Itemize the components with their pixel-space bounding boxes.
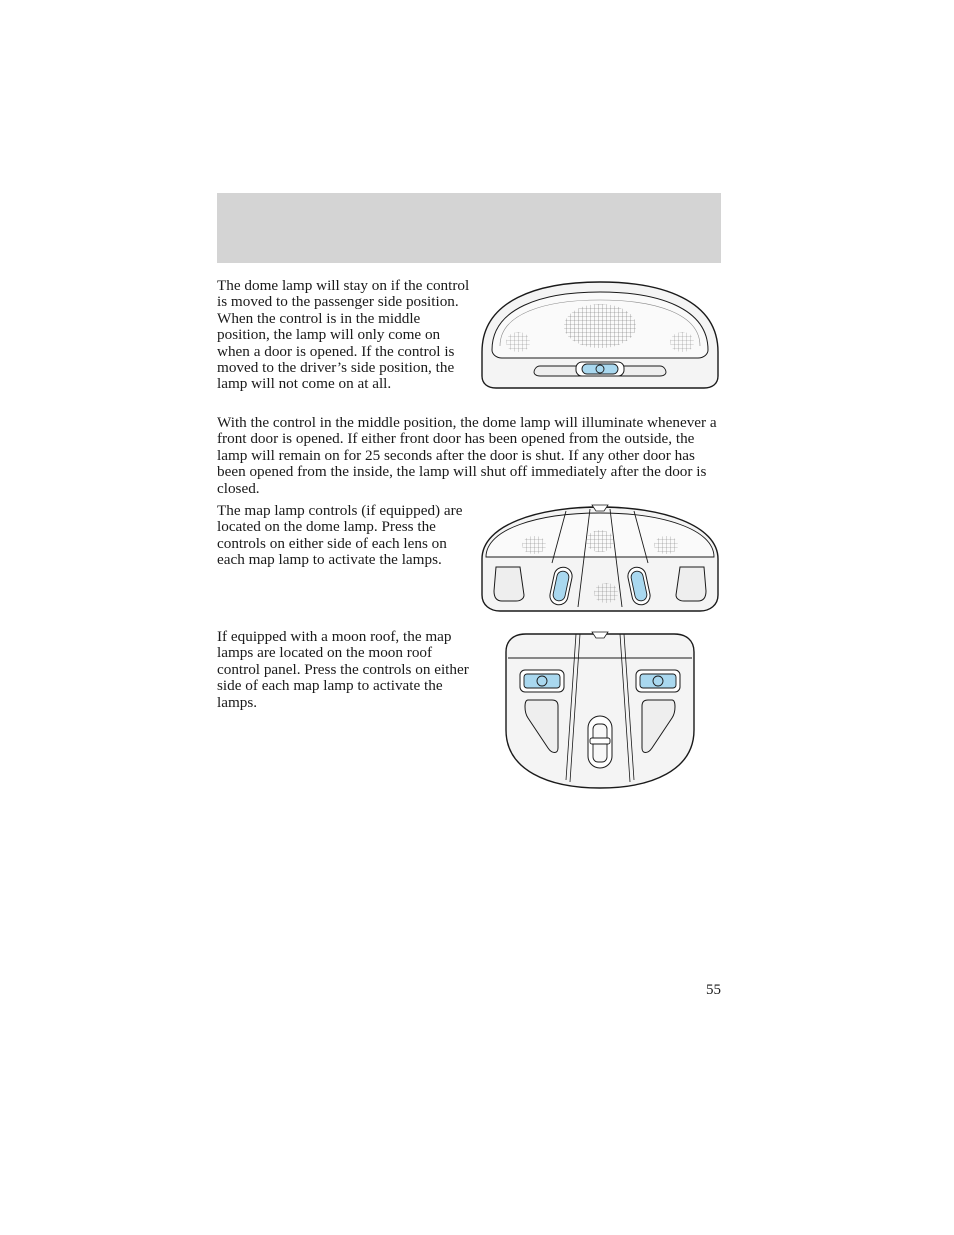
dome-lamp-icon [478,280,722,392]
map-lamp-icon [478,503,722,615]
moon-roof-console-icon [502,630,698,792]
map-lamp-paragraph: The map lamp controls (if equipped) are located on the dome lamp. Press the controls on either side of each lens on each map lamp to activate the lamps. [217,502,463,569]
moon-roof-paragraph: If equipped with a moon roof, the map lamps are located on the moon roof control panel. Press the controls on either side of each map lamp to activate the lamps. [217,628,469,711]
dome-lamp-paragraph: The dome lamp will stay on if the control is moved to the passenger side position. When the control is in the middle position, the lamp will only come on when a door is opened. If the control is moved to the driver’s side position, the lamp will not come on at all. [217,277,470,393]
page-number: 55 [706,982,721,998]
middle-position-paragraph: With the control in the middle position, the dome lamp will illuminate whenever a front door is opened. If either front door has been opened from the outside, the lamp will remain on for 25 seconds after the door is shut. If any other door has been opened from the inside, the lamp will shut off immediately after the door is closed. [217,414,717,497]
section-header-bar [217,193,721,263]
